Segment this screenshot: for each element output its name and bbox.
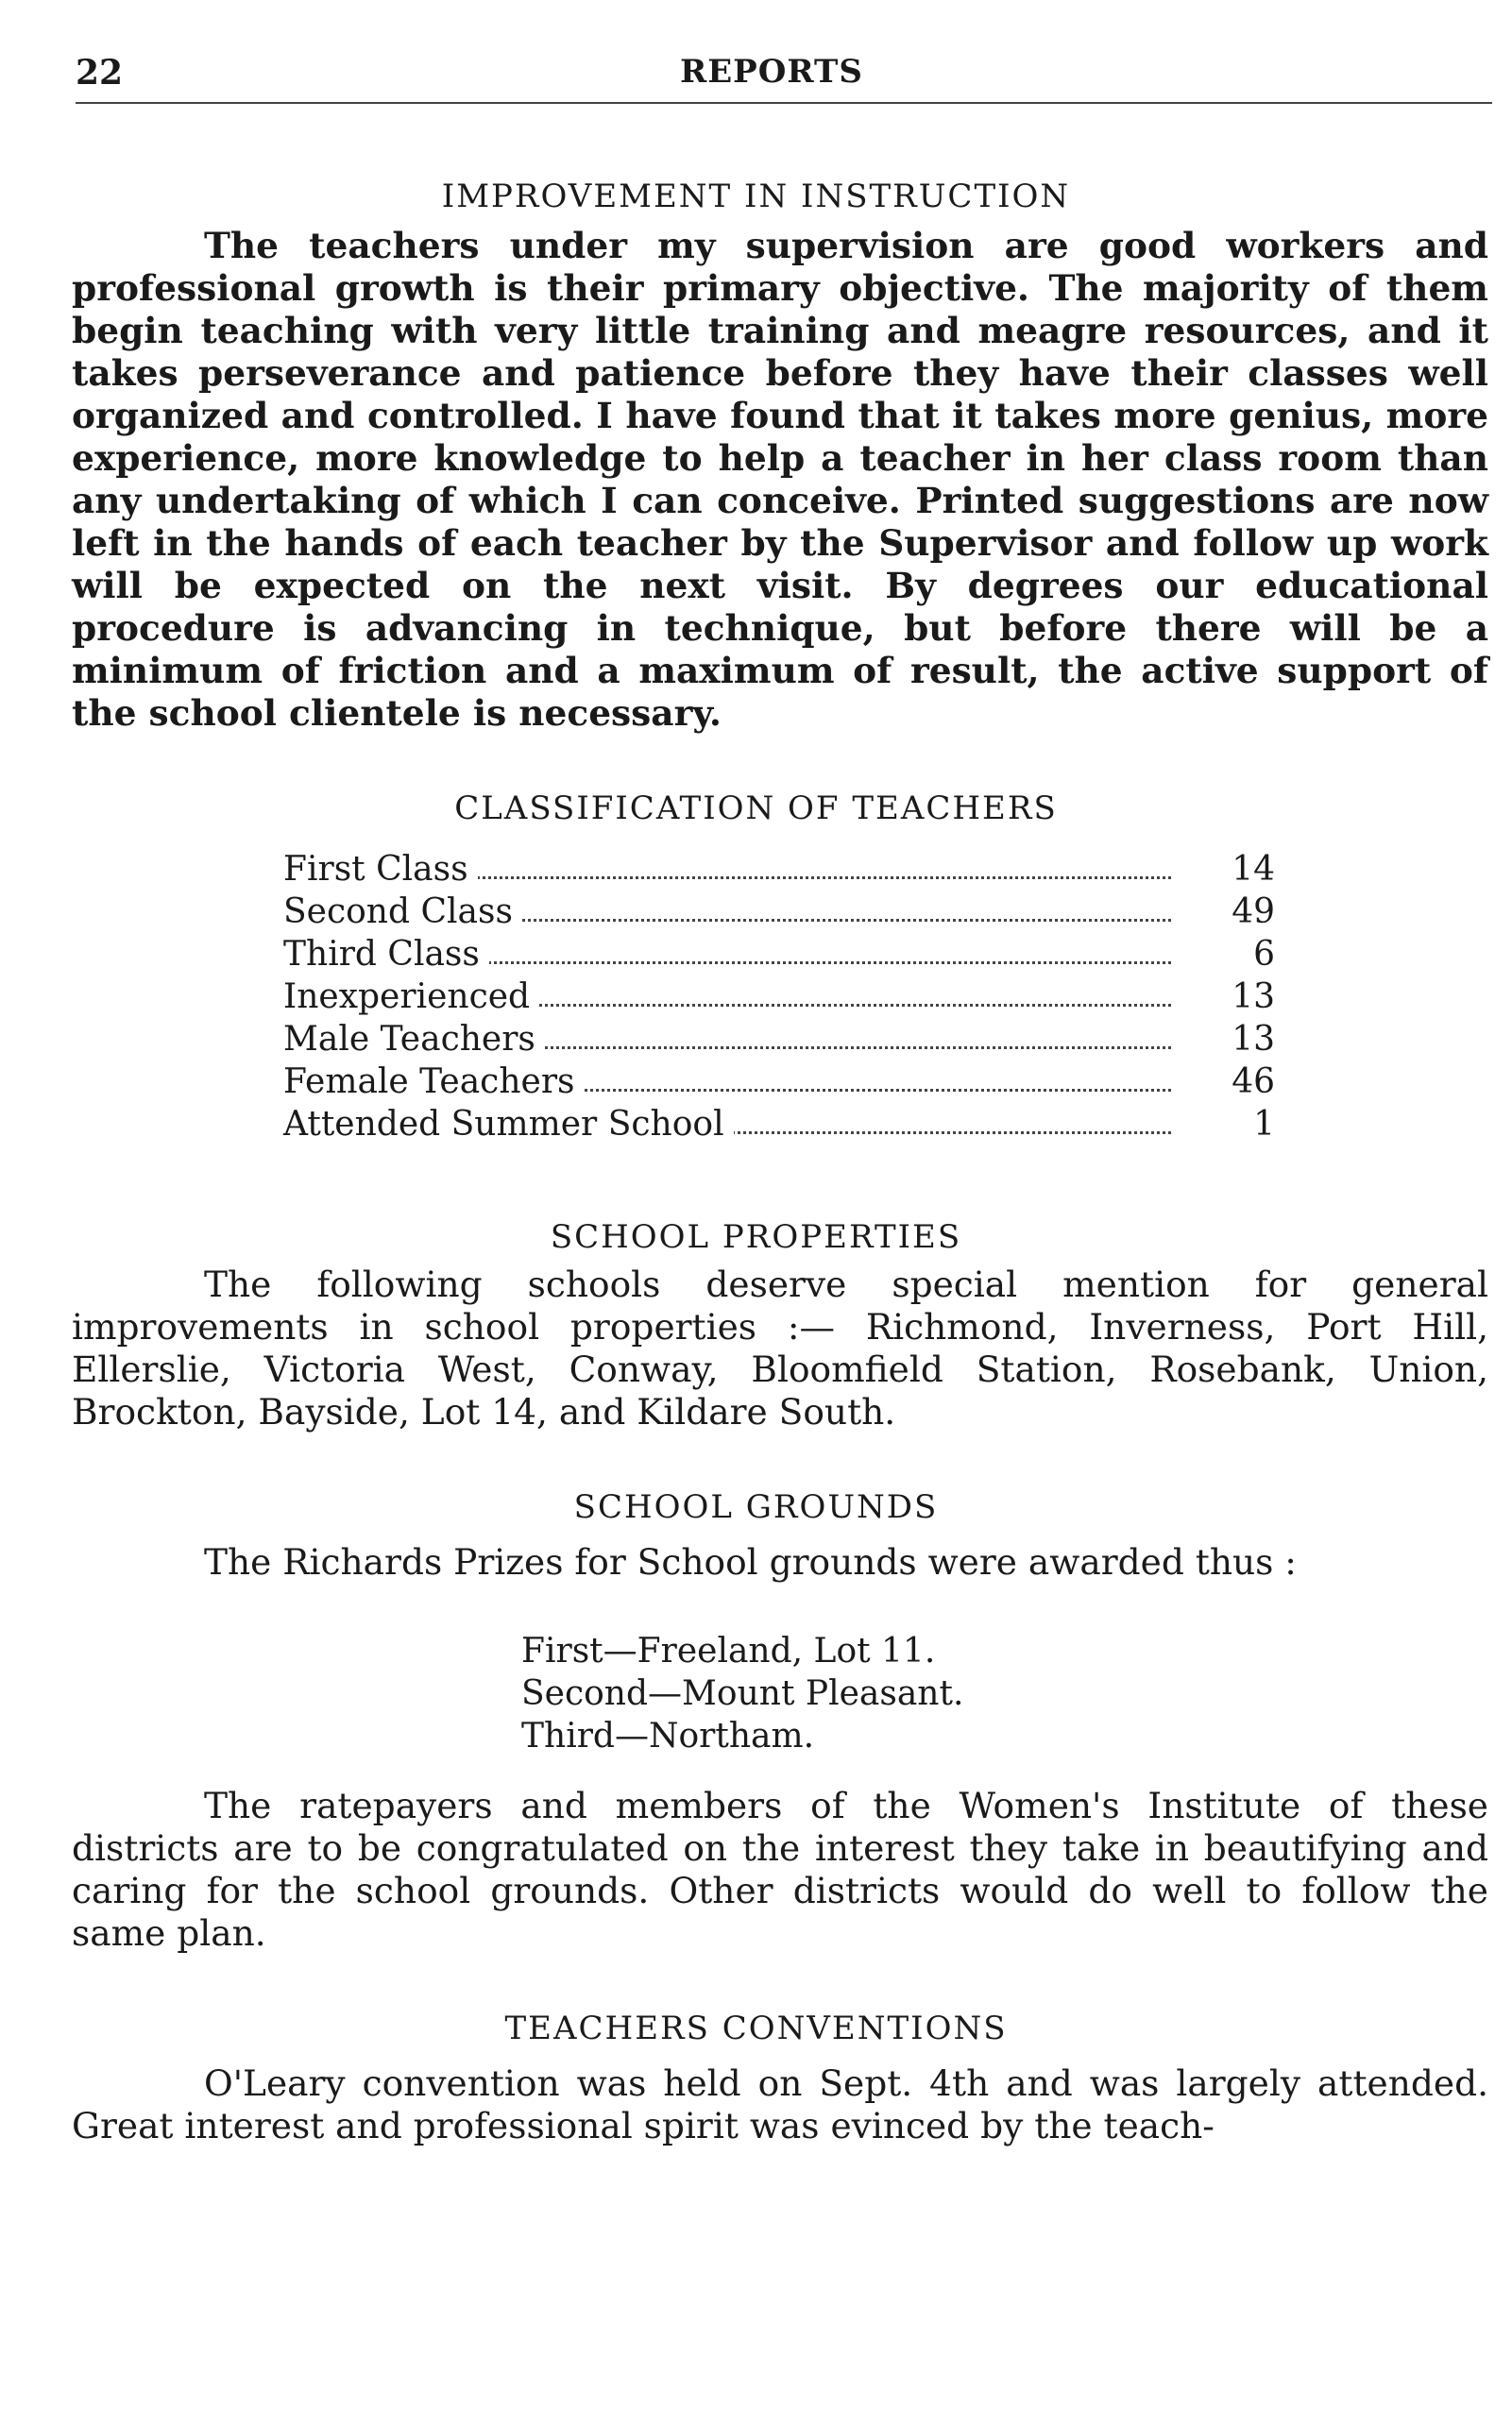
classification-row — [283, 933, 1275, 975]
paragraph-grounds: The ratepayers and members of the Women's Institute of these districts are to be congratulated on the interest they take in beautifying and caring for the school grounds. Other districts would do well to follow the same plan. — [72, 1785, 1488, 1954]
classification-row — [283, 891, 1275, 933]
classification-table — [283, 848, 1275, 1145]
heading-properties: SCHOOL PROPERTIES — [550, 1218, 962, 1257]
classification-value: 13 — [1232, 977, 1275, 1016]
classification-row — [283, 1060, 1275, 1103]
classification-row — [283, 1018, 1275, 1060]
prize-item: Third—Northam. — [521, 1717, 815, 1756]
paragraph-properties: The following schools deserve special mention for general improvements in school properties :— Richmond, Inverness, Port Hill, Ellerslie, Victoria West, Conway, Bloomfield Station, Rosebank, Union, Brockton, Bayside, Lot 14, and Kildare South. — [72, 1264, 1488, 1433]
classification-value: 13 — [1232, 1020, 1275, 1059]
prize-item: Second—Mount Pleasant. — [521, 1674, 964, 1713]
heading-conventions: TEACHERS CONVENTIONS — [504, 2010, 1008, 2048]
classification-value: 1 — [1253, 1105, 1275, 1144]
classification-value: 49 — [1232, 892, 1275, 931]
classification-label: Third Class — [283, 933, 489, 975]
classification-label: Inexperienced — [283, 975, 539, 1018]
paragraph-improvement: The teachers under my supervision are good workers and professional growth is their primary objective. The majority of them begin teaching with very little training and meagre resources, and it takes perseverance and patience before they have their classes well organized and controlled. I have found that it takes more genius, more experience, more knowledge to help a teacher in her class room than any undertaking of which I can conceive. Printed suggestions are now left in the hands of each teacher by the Supervisor and follow up work will be expected on the next visit. By degrees our educational procedure is advancing in technique, but before there will be a minimum of friction and a maximum of result, the active support of the school clientele is necessary. — [72, 225, 1488, 734]
paragraph-grounds-intro: The Richards Prizes for School grounds were awarded thus : — [204, 1541, 1297, 1583]
page-number: 22 — [76, 53, 124, 93]
header-rule — [76, 102, 1492, 104]
prize-item: First—Freeland, Lot 11. — [521, 1632, 936, 1671]
classification-row — [283, 848, 1275, 891]
classification-value: 14 — [1232, 850, 1275, 889]
classification-row — [283, 975, 1275, 1018]
heading-grounds: SCHOOL GROUNDS — [573, 1488, 939, 1527]
prize-list — [521, 1630, 963, 1757]
classification-value: 46 — [1232, 1062, 1275, 1101]
classification-label: Second Class — [283, 891, 522, 933]
heading-improvement: IMPROVEMENT IN INSTRUCTION — [441, 178, 1071, 216]
running-title: REPORTS — [680, 53, 863, 91]
classification-label: First Class — [283, 848, 478, 891]
classification-row — [283, 1103, 1275, 1145]
classification-label: Female Teachers — [283, 1060, 585, 1103]
paragraph-conventions: O'Leary convention was held on Sept. 4th and was largely attended. Great interest and professional spirit was evinced by the teach- — [72, 2062, 1488, 2146]
classification-label: Male Teachers — [283, 1018, 545, 1060]
classification-label: Attended Summer School — [283, 1103, 734, 1145]
running-header — [76, 53, 1492, 110]
heading-classification: CLASSIFICATION OF TEACHERS — [454, 789, 1058, 828]
classification-value: 6 — [1253, 935, 1275, 974]
